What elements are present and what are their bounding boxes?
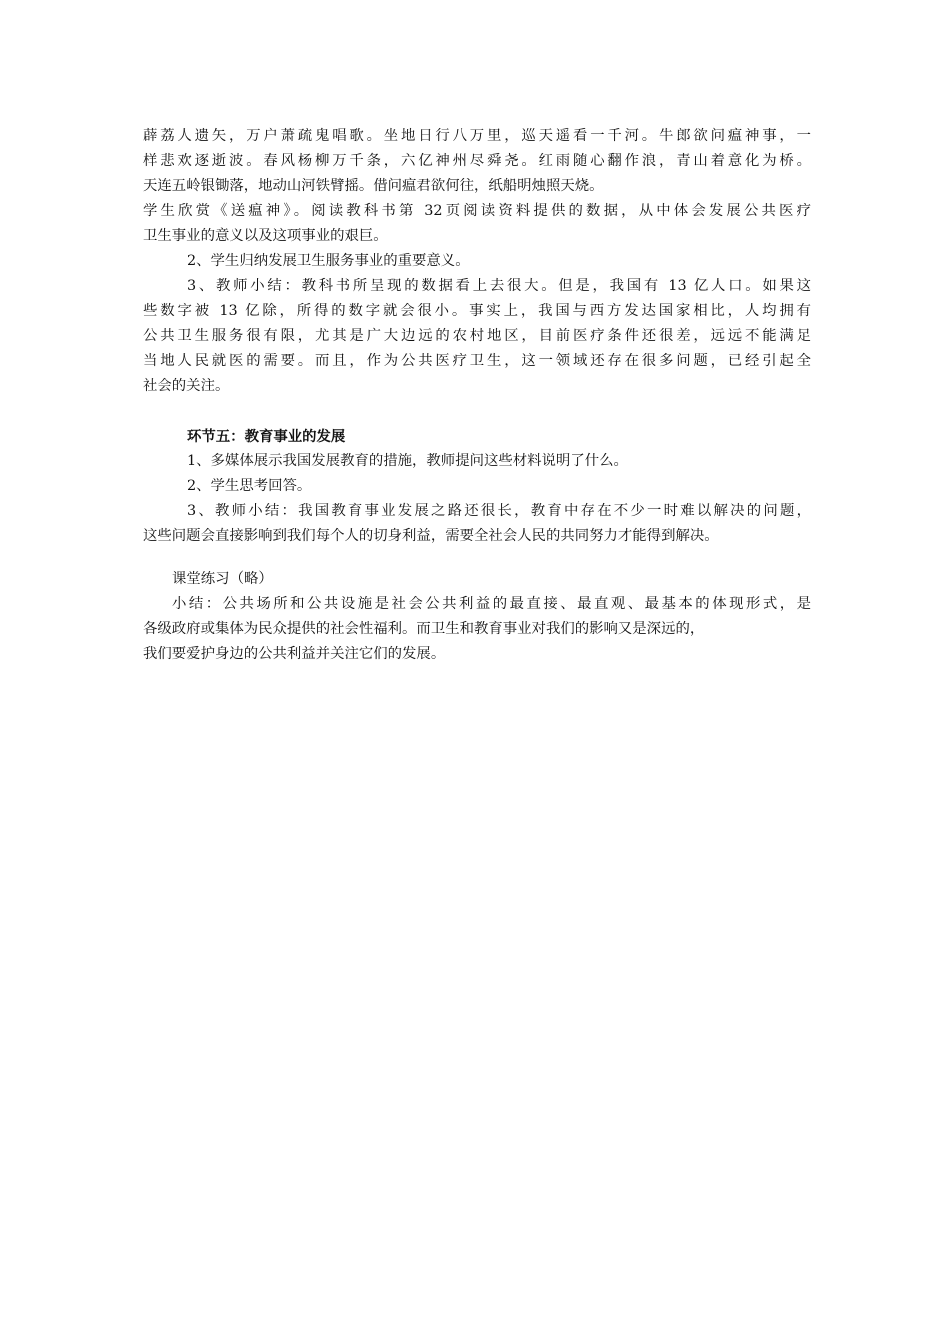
poem-line: 薜荔人遗矢，万户萧疏鬼唱歌。坐地日行八万里，巡天遥看一千河。牛郎欲问瘟神事，一 bbox=[143, 128, 811, 144]
poem-line: 天连五岭银锄落，地动山河铁臂摇。借问瘟君欲何往，纸船明烛照天烧。 bbox=[143, 178, 604, 194]
edu-summary-paragraph bbox=[143, 499, 811, 549]
health-summary-line: 社会的关注。 bbox=[143, 378, 230, 394]
paragraph-spacer bbox=[143, 399, 811, 424]
conclusion-line: 各级政府或集体为民众提供的社会性福利。而卫生和教育事业对我们的影响又是深远的， bbox=[143, 621, 705, 637]
edu-summary-line: 3、教师小结：我国教育事业发展之路还很长，教育中存在不少一时难以解决的问题， bbox=[187, 503, 811, 519]
document-page bbox=[143, 124, 811, 667]
edu-summary-line: 这些问题会直接影响到我们每个人的切身利益，需要全社会人民的共同努力才能得到解决。 bbox=[143, 528, 719, 544]
poem-paragraph bbox=[143, 124, 811, 199]
section-heading: 环节五：教育事业的发展 bbox=[187, 428, 346, 445]
conclusion-line: 我们要爱护身边的公共利益并关注它们的发展。 bbox=[143, 646, 446, 662]
edu-step-2: 2、学生思考回答。 bbox=[187, 478, 312, 494]
health-summary-line: 公共卫生服务很有限，尤其是广大边远的农村地区，目前医疗条件还很差，远远不能满足 bbox=[143, 328, 811, 344]
exercise-line: 课堂练习（略） bbox=[172, 571, 273, 587]
health-intro-paragraph bbox=[143, 199, 811, 249]
health-intro-line: 学生欣赏《送瘟神》。阅读教科书第 32页阅读资料提供的数据，从中体会发展公共医疗 bbox=[143, 203, 811, 219]
poem-line: 样悲欢逐逝波。春风杨柳万千条，六亿神州尽舜尧。红雨随心翻作浪，青山着意化为桥。 bbox=[143, 153, 811, 169]
conclusion-paragraph bbox=[143, 592, 811, 667]
health-step-2: 2、学生归纳发展卫生服务事业的重要意义。 bbox=[187, 253, 470, 269]
health-summary-line: 3、教师小结：教科书所呈现的数据看上去很大。但是，我国有 13 亿人口。如果这 bbox=[187, 278, 811, 294]
health-intro-line: 卫生事业的意义以及这项事业的艰巨。 bbox=[143, 228, 388, 244]
conclusion-line: 小结：公共场所和公共设施是社会公共利益的最直接、最直观、最基本的体现形式，是 bbox=[172, 596, 811, 612]
health-summary-line: 当地人民就医的需要。而且，作为公共医疗卫生，这一领域还存在很多问题，已经引起全 bbox=[143, 353, 811, 369]
health-summary-paragraph bbox=[143, 274, 811, 399]
edu-step-1: 1、多媒体展示我国发展教育的措施，教师提问这些材料说明了什么。 bbox=[187, 453, 628, 469]
paragraph-spacer bbox=[143, 549, 811, 567]
health-summary-line: 些数字被 13 亿除，所得的数字就会很小。事实上，我国与西方发达国家相比，人均拥有 bbox=[143, 303, 811, 319]
